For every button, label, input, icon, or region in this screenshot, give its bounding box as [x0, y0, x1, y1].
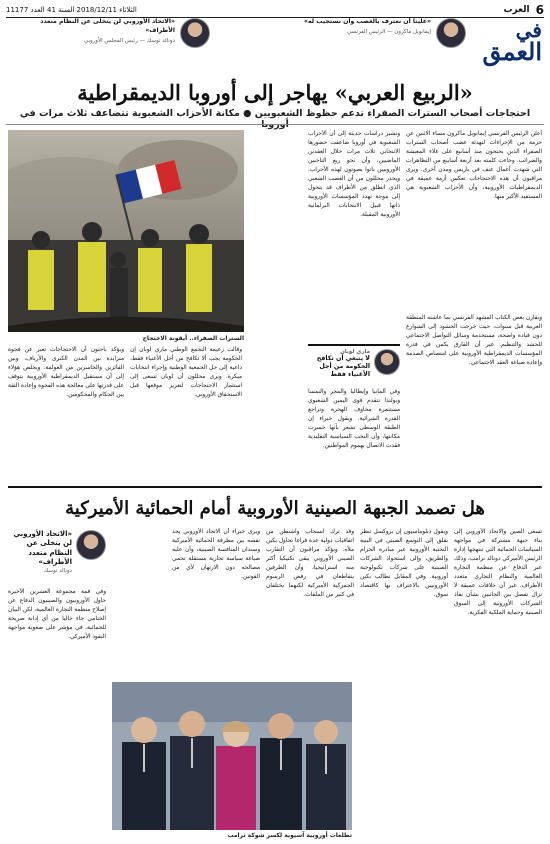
section-title-line1: في	[515, 18, 542, 42]
avatar	[436, 18, 466, 48]
avatar	[374, 349, 400, 375]
avatar	[180, 18, 210, 48]
opinion-2: «الاتحاد الأوروبي لن يتخلى عن النظام متعدد الأطراف» دونالد توسك — رئيس المجلس الأوروبي	[10, 18, 210, 68]
top-bar	[6, 4, 544, 16]
page-number: 6	[535, 3, 544, 17]
opinion-author: دونالد توسك	[146, 37, 175, 44]
photo2-caption: تطلعات أوروبية آسيوية لكسر شوكة ترامب	[227, 832, 352, 839]
opinion-quote: «الاتحاد الأوروبي لن يتخلى عن النظام متعدد الأطراف»	[13, 530, 72, 567]
headline-rule	[6, 124, 544, 125]
opinion-author: إيمانويل ماكرون	[394, 28, 431, 35]
section-divider	[8, 486, 542, 488]
article2-col-2: ويقول دبلوماسيون إن بروكسل تنظر بقلق إلى التوسع الصيني في البنية التحتية الأوروبية عبر مبادرة الحزام والطريق، وإلى استحواذ الشركات الصينية على شركات تكنولوجية أوروبية. وفي المقابل تطالب بكين الأوروبيين بالاعتراف بها كاقتصاد سوق.	[360, 529, 448, 598]
quote-box	[8, 530, 106, 582]
article2-col-5: وفي قمة مجموعة العشرين الأخيرة حاول الأوروبيون والصينيون الدفاع عن إصلاح منظمة التجارة العالمية، لكن البيان الختامي جاء خاليا من أي إدانة صريحة للحمائية، في مؤشر على صعوبة مواجهة النفوذ الأميركي.	[8, 589, 106, 640]
photo-caption: السترات الصفراء.. أيقونة الاحتجاج	[142, 335, 244, 342]
yellow-vests-illustration	[8, 130, 244, 332]
section-title-line2: العمق	[482, 37, 542, 66]
subheadline: احتجاجات أصحاب السترات الصفراء تدعم حظوظ الشعبويين ● مكانة الأحزاب الشعبوية تتضاعف ثلاث مرات في	[19, 108, 531, 119]
opinion-1: «علينا أن نعترف بالغضب وأن نستجيب له» إيمانويل ماكرون — الرئيس الفرنسي	[266, 18, 466, 68]
brand-name: العرب	[503, 5, 530, 15]
article1-col-top: أعلن الرئيس الفرنسي إيمانويل ماكرون مساء الاثنين عن حزمة من الإجراءات لتهدئة غضب أصحاب السترات الصفراء الذين يحتجون منذ أسابيع على غلاء المعيشة والضرائب. وجاءت كلمته بعد أربعة أسابيع من التظاهرات التي شهدت أعمال عنف في باريس ومدن أخرى. ويرى مراقبون أن هذه الاحتجاجات تعكس أزمة عميقة في الديمقراطيات الأوروبية، وأن الأحزاب الشعبوية هي المستفيد الأكبر منها.	[406, 131, 542, 200]
opinion-role: رئيس المجلس الأوروبي	[83, 37, 138, 44]
photo-world-leaders	[112, 682, 352, 830]
side-quote-box	[308, 344, 400, 386]
opinion-quote: «الاتحاد الأوروبي لن يتخلى عن النظام متعدد الأطراف»	[40, 18, 175, 34]
avatar	[76, 530, 106, 560]
leaders-illustration	[112, 682, 352, 830]
photo-yellow-vests	[8, 130, 244, 332]
sidebox-title: ماري لوبان	[340, 349, 370, 355]
opinion-author: دونالد توسك	[43, 567, 72, 574]
article2-col-4: ويرى خبراء أن الاتحاد الأوروبي يجد نفسه بين مطرقة الحمائية الأميركية وسندان المنافسة الصينية، وأن عليه صياغة سياسة تجارية مستقلة تحمي مصالحه دون الارتهان لأي من القوتين.	[172, 529, 260, 580]
main-headline: «الربيع العربي» يهاجر إلى أوروبا الديمقراطية	[77, 80, 473, 105]
opinion-quote: «علينا أن نعترف بالغضب وأن نستجيب له»	[304, 18, 431, 25]
article1-col-2: وتشير دراسات حديثة إلى أن الأحزاب الشعبوية في أوروبا ضاعفت حضورها الانتخابي ثلاث مرات خلال العقدين الماضيين، وأن نحو ربع الناخبين الأوروبيين باتوا يصوتون لهذه الأحزاب. ويحذر محللون من أن الغضب الشعبي الذي انطلق من الأطراف قد يتحول إلى موجة تهدد المؤسسات الأوروبية ذاتها قبيل الانتخابات البرلمانية الأوروبية المقبلة.	[308, 131, 400, 218]
article1-col-3: ويقارن بعض الكتاب المشهد الفرنسي بما عاشته المنطقة العربية قبل سنوات، حيث خرجت الحشود إلى الشوارع دون قيادة واضحة، مستخدمة وسائل التواصل الاجتماعي للحشد والتنظيم. غير أن الفارق يكمن في قدرة المؤسسات الديمقراطية الأوروبية على امتصاص الصدمة وإعادة صياغة العقد الاجتماعي.	[406, 315, 542, 366]
second-headline: هل تصمد الجبهة الصينية الأوروبية أمام الحمائية الأميركية	[65, 498, 485, 519]
opinion-role: الرئيس الفرنسي	[347, 28, 386, 35]
article1-col-4: وفي ألمانيا وإيطاليا والمجر والنمسا وبولندا تتقدم قوى اليمين الشعبوي مستثمرة مخاوف الهجرة وتراجع القدرة الشرائية. ويقول خبراء إن الطبقة الوسطى تشعر بأنها خسرت مكانتها، وأن النخب السياسية التقليدية فقدت الاتصال بهموم المواطنين.	[308, 389, 400, 449]
page-header-right	[503, 3, 544, 17]
article1-col-6: ويؤكد باحثون أن الاحتجاجات تعبر عن فجوة متزايدة بين المدن الكبرى والأرياف، وبين الفائزين والخاسرين من العولمة. ويخلص هؤلاء إلى أن مستقبل الديمقراطية الأوروبية يتوقف على قدرتها على معالجة هذه الفجوة وإعادة الثقة بين الحكام والمحكومين.	[8, 347, 124, 398]
issue-info: الثلاثاء 2018/12/11 السنة 41 العدد 11177	[6, 6, 137, 14]
article2-col-3: وقد ترك انسحاب واشنطن من اتفاقيات دولية عدة فراغا تحاول بكين ملأه. ويؤكد مراقبون أن التقارب الصيني الأوروبي يبقى تكتيكيا أكثر منه استراتيجيا، وأن الطرفين يتقاطعان في رفض الرسوم الجمركية الأميركية لكنهما يختلفان في كثير من الملفات.	[266, 529, 354, 598]
article1-col-5: وقالت زعيمة التجمع الوطني ماري لوبان إن الحكومة يجب ألا تكافح من أجل الأغنياء فقط، داعية إلى حل الجمعية الوطنية وإجراء انتخابات مبكرة. ويرى محللون أن لوبان تسعى إلى استثمار الاحتجاجات لتعزيز موقعها قبل الاستحقاق الأوروبي.	[130, 347, 242, 398]
sidebox-quote: لا ينبغي أن تكافح الحكومة من أجل الأغنياء فقط	[316, 355, 370, 379]
section-title	[476, 20, 542, 64]
article2-col-1: تسعى الصين والاتحاد الأوروبي إلى بناء جبهة مشتركة في مواجهة السياسات الحمائية التي تنتهجها إدارة الرئيس الأميركي دونالد ترامب، وذلك عبر الدفاع عن منظمة التجارة العالمية والنظام التجاري متعدد الأطراف. غير أن خلافات عميقة لا تزال تفصل بين الجانبين بشأن نفاذ الشركات الأوروبية إلى السوق الصينية وحماية الملكية الفكرية.	[454, 529, 542, 616]
